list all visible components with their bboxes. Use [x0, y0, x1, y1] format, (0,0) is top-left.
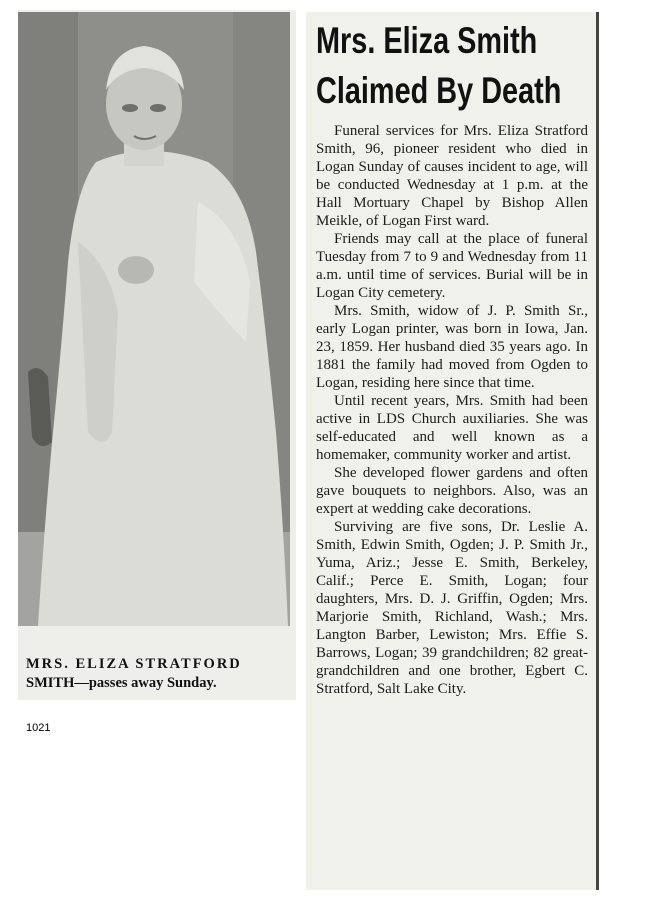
article-body	[316, 122, 588, 698]
paragraph-survivors: Surviving are five sons, Dr. Leslie A. Smith, Edwin Smith, Ogden; J. P. Smith Jr., Yuma, Ariz.; Jesse E. Smith, Berkeley, Calif.; Perce E. Smith, Logan; four daughters, Mrs. D. J. Griffin, Ogden; Mrs. Marjorie Smith, Richland, Wash.; Mrs. Langton Barber, Lewiston; Mrs. Effie S. Barrows, Logan; 39 grandchildren; 82 great-grandchildren and one brother, Egbert C. Stratford, Salt Lake City.	[316, 519, 588, 697]
paragraph-hobbies: She developed flower gardens and often gave bouquets to neighbors. Also, was an expert at wedding cake decorations.	[316, 465, 588, 517]
caption-lead: MRS. ELIZA STRATFORD	[26, 656, 242, 672]
paragraph-church: Until recent years, Mrs. Smith had been active in LDS Church auxiliaries. She was self-educated and well known as a homemaker, community worker and artist.	[316, 393, 588, 463]
portrait-photo	[18, 12, 290, 626]
column-rule	[596, 12, 599, 890]
headline-line-1: Mrs. Eliza Smith	[316, 20, 538, 61]
caption-rest: SMITH—passes away Sunday.	[26, 675, 217, 691]
paragraph-visitation: Friends may call at the place of funeral Tuesday from 7 to 9 and Wednesday from 11 a.m. until time of services. Burial will be in Logan City cemetery.	[316, 231, 588, 301]
headline	[316, 16, 562, 116]
paragraph-funeral: Funeral services for Mrs. Eliza Stratford Smith, 96, pioneer resident who died in Logan Sunday of causes incident to age, will be conducted Wednesday at 1 p.m. at the Hall Mortuary Chapel by Bishop Allen Meikle, of Logan First ward.	[316, 123, 588, 229]
portrait-drawing	[18, 12, 290, 626]
paragraph-biography: Mrs. Smith, widow of J. P. Smith Sr., early Logan printer, was born in Iowa, Jan. 23, 1859. Her husband died 35 years ago. In 1881 the family had moved from Ogden to Logan, residing here since that time.	[316, 303, 588, 391]
photo-caption	[26, 655, 288, 693]
page-number: 1021	[26, 722, 51, 734]
headline-line-2: Claimed By Death	[316, 70, 562, 111]
